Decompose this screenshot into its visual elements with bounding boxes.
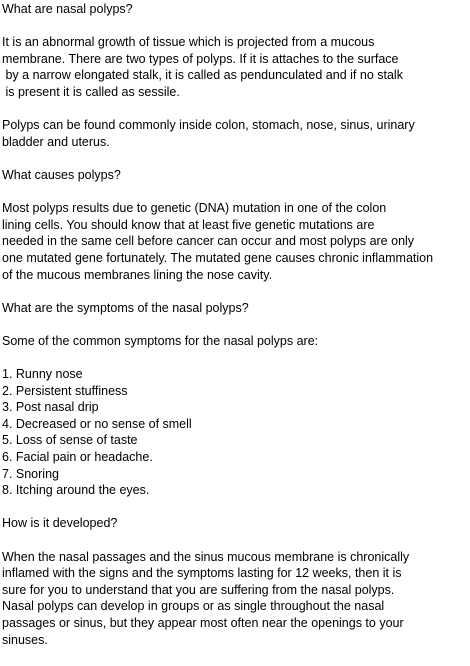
paragraph-causes xyxy=(2,200,468,283)
paragraph-locations xyxy=(2,117,468,150)
article-body xyxy=(2,1,468,648)
text-line: membrane. There are two types of polyps. If it is attaches to the surface xyxy=(2,51,399,66)
paragraph-definition xyxy=(2,34,468,100)
text-line: Nasal polyps can develop in groups or as single throughout the nasal xyxy=(2,599,385,614)
text-line: sure for you to understand that you are suffering from the nasal polyps. xyxy=(2,582,395,597)
heading-how-developed: How is it developed? xyxy=(2,516,118,531)
paragraph-gap xyxy=(2,283,468,300)
text-line: needed in the same cell before cancer can occur and most polyps are only xyxy=(2,234,415,249)
list-item: 1. Runny nose xyxy=(2,367,83,382)
list-item: 3. Post nasal drip xyxy=(2,400,99,415)
text-line: one mutated gene fortunately. The mutated gene causes chronic inflammation xyxy=(2,250,434,265)
text-line: When the nasal passages and the sinus mucous membrane is chronically xyxy=(2,549,410,564)
paragraph-gap xyxy=(2,101,468,118)
list-item: 4. Decreased or no sense of smell xyxy=(2,416,192,431)
paragraph-gap xyxy=(2,532,468,549)
text-line: sinuses. xyxy=(2,632,48,647)
list-item: 6. Facial pain or headache. xyxy=(2,450,153,465)
heading-symptoms: What are the symptoms of the nasal polyps? xyxy=(2,300,249,315)
symptoms-intro: Some of the common symptoms for the nasal polyps are: xyxy=(2,333,319,348)
heading-what-are-nasal-polyps: What are nasal polyps? xyxy=(2,2,133,16)
paragraph-gap xyxy=(2,150,468,167)
text-line: lining cells. You should know that at least five genetic mutations are xyxy=(2,217,375,232)
list-item: 8. Itching around the eyes. xyxy=(2,483,150,498)
text-line: passages or sinus, but they appear most often near the openings to your xyxy=(2,615,404,630)
list-item: 7. Snoring xyxy=(2,466,59,481)
list-item: 5. Loss of sense of taste xyxy=(2,433,138,448)
text-line: Polyps can be found commonly inside colon, stomach, nose, sinus, urinary xyxy=(2,118,415,133)
heading-what-causes-polyps: What causes polyps? xyxy=(2,167,121,182)
text-line: bladder and uterus. xyxy=(2,134,110,149)
paragraph-gap xyxy=(2,316,468,333)
text-line: inflamed with the signs and the symptoms lasting for 12 weeks, then it is xyxy=(2,566,402,581)
text-line: by a narrow elongated stalk, it is called as pendunculated and if no stalk xyxy=(2,68,403,83)
symptoms-list xyxy=(2,366,468,499)
text-line: It is an abnormal growth of tissue which is projected from a mucous xyxy=(2,35,375,50)
paragraph-gap xyxy=(2,18,468,35)
paragraph-gap xyxy=(2,499,468,516)
list-item: 2. Persistent stuffiness xyxy=(2,383,128,398)
paragraph-development xyxy=(2,549,468,649)
paragraph-gap xyxy=(2,184,468,201)
paragraph-gap xyxy=(2,349,468,366)
text-line: Most polyps results due to genetic (DNA) mutation in one of the colon xyxy=(2,201,387,216)
text-line: of the mucous membranes lining the nose cavity. xyxy=(2,267,273,282)
text-line: is present it is called as sessile. xyxy=(2,84,180,99)
